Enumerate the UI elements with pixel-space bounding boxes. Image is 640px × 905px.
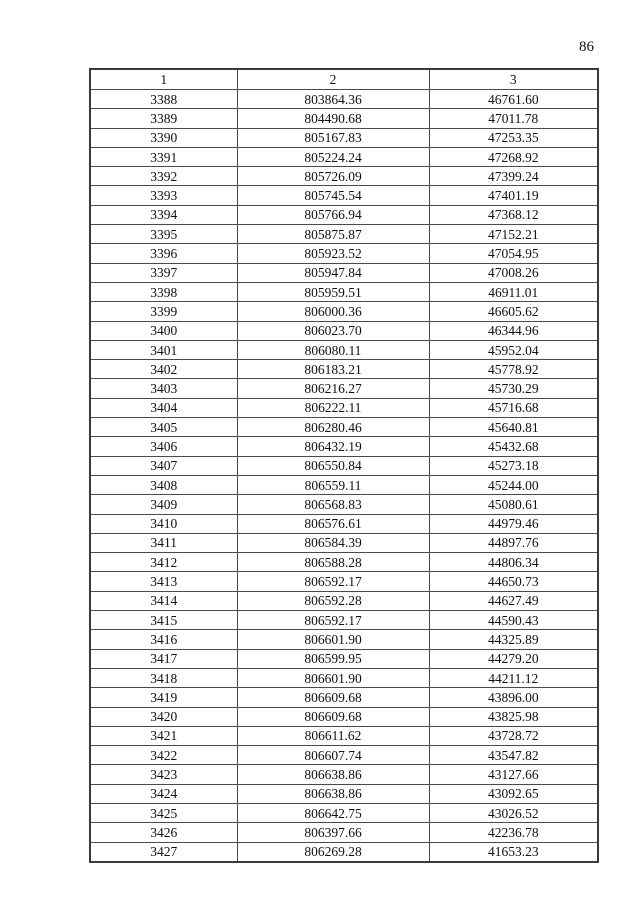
y-coordinate-cell: 45244.00 — [429, 475, 598, 494]
x-coordinate-cell: 806397.66 — [237, 823, 429, 842]
y-coordinate-cell: 44650.73 — [429, 572, 598, 591]
y-coordinate-cell: 44211.12 — [429, 668, 598, 687]
y-coordinate-cell: 47268.92 — [429, 147, 598, 166]
x-coordinate-cell: 806609.68 — [237, 688, 429, 707]
table-row — [90, 533, 598, 552]
point-number-cell: 3413 — [90, 572, 237, 591]
x-coordinate-cell: 806638.86 — [237, 784, 429, 803]
table-row — [90, 398, 598, 417]
table-row — [90, 591, 598, 610]
point-number-cell: 3407 — [90, 456, 237, 475]
x-coordinate-cell: 806222.11 — [237, 398, 429, 417]
point-number-cell: 3426 — [90, 823, 237, 842]
y-coordinate-cell: 47399.24 — [429, 167, 598, 186]
x-coordinate-cell: 805726.09 — [237, 167, 429, 186]
y-coordinate-cell: 43127.66 — [429, 765, 598, 784]
point-number-cell: 3405 — [90, 418, 237, 437]
column-header-3: 3 — [429, 69, 598, 90]
point-number-cell: 3391 — [90, 147, 237, 166]
table-row — [90, 147, 598, 166]
point-number-cell: 3421 — [90, 726, 237, 745]
point-number-cell: 3397 — [90, 263, 237, 282]
y-coordinate-cell: 45716.68 — [429, 398, 598, 417]
x-coordinate-cell: 803864.36 — [237, 90, 429, 109]
y-coordinate-cell: 44806.34 — [429, 553, 598, 572]
point-number-cell: 3403 — [90, 379, 237, 398]
point-number-cell: 3425 — [90, 803, 237, 822]
y-coordinate-cell: 45273.18 — [429, 456, 598, 475]
x-coordinate-cell: 806584.39 — [237, 533, 429, 552]
table-row — [90, 321, 598, 340]
table-row — [90, 475, 598, 494]
point-number-cell: 3394 — [90, 205, 237, 224]
table-row — [90, 495, 598, 514]
table-row — [90, 649, 598, 668]
y-coordinate-cell: 44325.89 — [429, 630, 598, 649]
column-header-1: 1 — [90, 69, 237, 90]
point-number-cell: 3410 — [90, 514, 237, 533]
y-coordinate-cell: 47008.26 — [429, 263, 598, 282]
table-row — [90, 186, 598, 205]
table-row — [90, 842, 598, 862]
x-coordinate-cell: 805947.84 — [237, 263, 429, 282]
table-row — [90, 456, 598, 475]
point-number-cell: 3401 — [90, 340, 237, 359]
table-row — [90, 784, 598, 803]
x-coordinate-cell: 806023.70 — [237, 321, 429, 340]
table-row — [90, 514, 598, 533]
table-row — [90, 437, 598, 456]
table-header-row — [90, 69, 598, 90]
y-coordinate-cell: 43728.72 — [429, 726, 598, 745]
table-row — [90, 109, 598, 128]
x-coordinate-cell: 806599.95 — [237, 649, 429, 668]
y-coordinate-cell: 47011.78 — [429, 109, 598, 128]
point-number-cell: 3422 — [90, 746, 237, 765]
point-number-cell: 3399 — [90, 302, 237, 321]
point-number-cell: 3406 — [90, 437, 237, 456]
table-row — [90, 282, 598, 301]
x-coordinate-cell: 806269.28 — [237, 842, 429, 862]
point-number-cell: 3416 — [90, 630, 237, 649]
table-row — [90, 668, 598, 687]
x-coordinate-cell: 806183.21 — [237, 360, 429, 379]
y-coordinate-cell: 46605.62 — [429, 302, 598, 321]
x-coordinate-cell: 805923.52 — [237, 244, 429, 263]
coordinates-table — [89, 68, 599, 863]
y-coordinate-cell: 43825.98 — [429, 707, 598, 726]
x-coordinate-cell: 806609.68 — [237, 707, 429, 726]
y-coordinate-cell: 42236.78 — [429, 823, 598, 842]
x-coordinate-cell: 806550.84 — [237, 456, 429, 475]
table-row — [90, 630, 598, 649]
x-coordinate-cell: 806588.28 — [237, 553, 429, 572]
point-number-cell: 3392 — [90, 167, 237, 186]
point-number-cell: 3393 — [90, 186, 237, 205]
table-row — [90, 340, 598, 359]
y-coordinate-cell: 47152.21 — [429, 225, 598, 244]
y-coordinate-cell: 45730.29 — [429, 379, 598, 398]
y-coordinate-cell: 43547.82 — [429, 746, 598, 765]
x-coordinate-cell: 806601.90 — [237, 630, 429, 649]
x-coordinate-cell: 806592.17 — [237, 611, 429, 630]
y-coordinate-cell: 43026.52 — [429, 803, 598, 822]
y-coordinate-cell: 45432.68 — [429, 437, 598, 456]
y-coordinate-cell: 46911.01 — [429, 282, 598, 301]
y-coordinate-cell: 43092.65 — [429, 784, 598, 803]
x-coordinate-cell: 806576.61 — [237, 514, 429, 533]
table-body — [90, 90, 598, 862]
page-number: 86 — [579, 39, 594, 55]
table-row — [90, 707, 598, 726]
table-row — [90, 611, 598, 630]
point-number-cell: 3417 — [90, 649, 237, 668]
table-row — [90, 553, 598, 572]
point-number-cell: 3419 — [90, 688, 237, 707]
point-number-cell: 3390 — [90, 128, 237, 147]
point-number-cell: 3418 — [90, 668, 237, 687]
y-coordinate-cell: 45640.81 — [429, 418, 598, 437]
point-number-cell: 3423 — [90, 765, 237, 784]
point-number-cell: 3398 — [90, 282, 237, 301]
x-coordinate-cell: 805875.87 — [237, 225, 429, 244]
x-coordinate-cell: 806280.46 — [237, 418, 429, 437]
y-coordinate-cell: 44979.46 — [429, 514, 598, 533]
point-number-cell: 3400 — [90, 321, 237, 340]
table-row — [90, 823, 598, 842]
y-coordinate-cell: 44897.76 — [429, 533, 598, 552]
table-row — [90, 225, 598, 244]
y-coordinate-cell: 41653.23 — [429, 842, 598, 862]
table-row — [90, 302, 598, 321]
x-coordinate-cell: 806601.90 — [237, 668, 429, 687]
y-coordinate-cell: 44279.20 — [429, 649, 598, 668]
x-coordinate-cell: 806638.86 — [237, 765, 429, 784]
table-row — [90, 418, 598, 437]
table-row — [90, 360, 598, 379]
x-coordinate-cell: 804490.68 — [237, 109, 429, 128]
column-header-2: 2 — [237, 69, 429, 90]
point-number-cell: 3415 — [90, 611, 237, 630]
point-number-cell: 3409 — [90, 495, 237, 514]
y-coordinate-cell: 45778.92 — [429, 360, 598, 379]
x-coordinate-cell: 806432.19 — [237, 437, 429, 456]
point-number-cell: 3395 — [90, 225, 237, 244]
y-coordinate-cell: 46761.60 — [429, 90, 598, 109]
table-row — [90, 803, 598, 822]
y-coordinate-cell: 45952.04 — [429, 340, 598, 359]
x-coordinate-cell: 806000.36 — [237, 302, 429, 321]
x-coordinate-cell: 806642.75 — [237, 803, 429, 822]
x-coordinate-cell: 806592.17 — [237, 572, 429, 591]
table-row — [90, 205, 598, 224]
x-coordinate-cell: 806592.28 — [237, 591, 429, 610]
table-row — [90, 128, 598, 147]
point-number-cell: 3414 — [90, 591, 237, 610]
x-coordinate-cell: 805167.83 — [237, 128, 429, 147]
x-coordinate-cell: 805766.94 — [237, 205, 429, 224]
y-coordinate-cell: 44627.49 — [429, 591, 598, 610]
point-number-cell: 3411 — [90, 533, 237, 552]
x-coordinate-cell: 806607.74 — [237, 746, 429, 765]
point-number-cell: 3402 — [90, 360, 237, 379]
y-coordinate-cell: 47253.35 — [429, 128, 598, 147]
x-coordinate-cell: 805224.24 — [237, 147, 429, 166]
point-number-cell: 3388 — [90, 90, 237, 109]
point-number-cell: 3420 — [90, 707, 237, 726]
x-coordinate-cell: 806080.11 — [237, 340, 429, 359]
y-coordinate-cell: 47368.12 — [429, 205, 598, 224]
x-coordinate-cell: 806216.27 — [237, 379, 429, 398]
x-coordinate-cell: 806568.83 — [237, 495, 429, 514]
table-row — [90, 572, 598, 591]
point-number-cell: 3396 — [90, 244, 237, 263]
table-row — [90, 244, 598, 263]
table-row — [90, 90, 598, 109]
y-coordinate-cell: 47054.95 — [429, 244, 598, 263]
y-coordinate-cell: 43896.00 — [429, 688, 598, 707]
y-coordinate-cell: 44590.43 — [429, 611, 598, 630]
table-row — [90, 746, 598, 765]
x-coordinate-cell: 805959.51 — [237, 282, 429, 301]
y-coordinate-cell: 46344.96 — [429, 321, 598, 340]
x-coordinate-cell: 805745.54 — [237, 186, 429, 205]
y-coordinate-cell: 47401.19 — [429, 186, 598, 205]
y-coordinate-cell: 45080.61 — [429, 495, 598, 514]
point-number-cell: 3408 — [90, 475, 237, 494]
table-row — [90, 688, 598, 707]
x-coordinate-cell: 806559.11 — [237, 475, 429, 494]
table-row — [90, 379, 598, 398]
point-number-cell: 3427 — [90, 842, 237, 862]
point-number-cell: 3404 — [90, 398, 237, 417]
table-row — [90, 726, 598, 745]
table-row — [90, 765, 598, 784]
x-coordinate-cell: 806611.62 — [237, 726, 429, 745]
point-number-cell: 3389 — [90, 109, 237, 128]
point-number-cell: 3424 — [90, 784, 237, 803]
table-row — [90, 263, 598, 282]
table-row — [90, 167, 598, 186]
point-number-cell: 3412 — [90, 553, 237, 572]
